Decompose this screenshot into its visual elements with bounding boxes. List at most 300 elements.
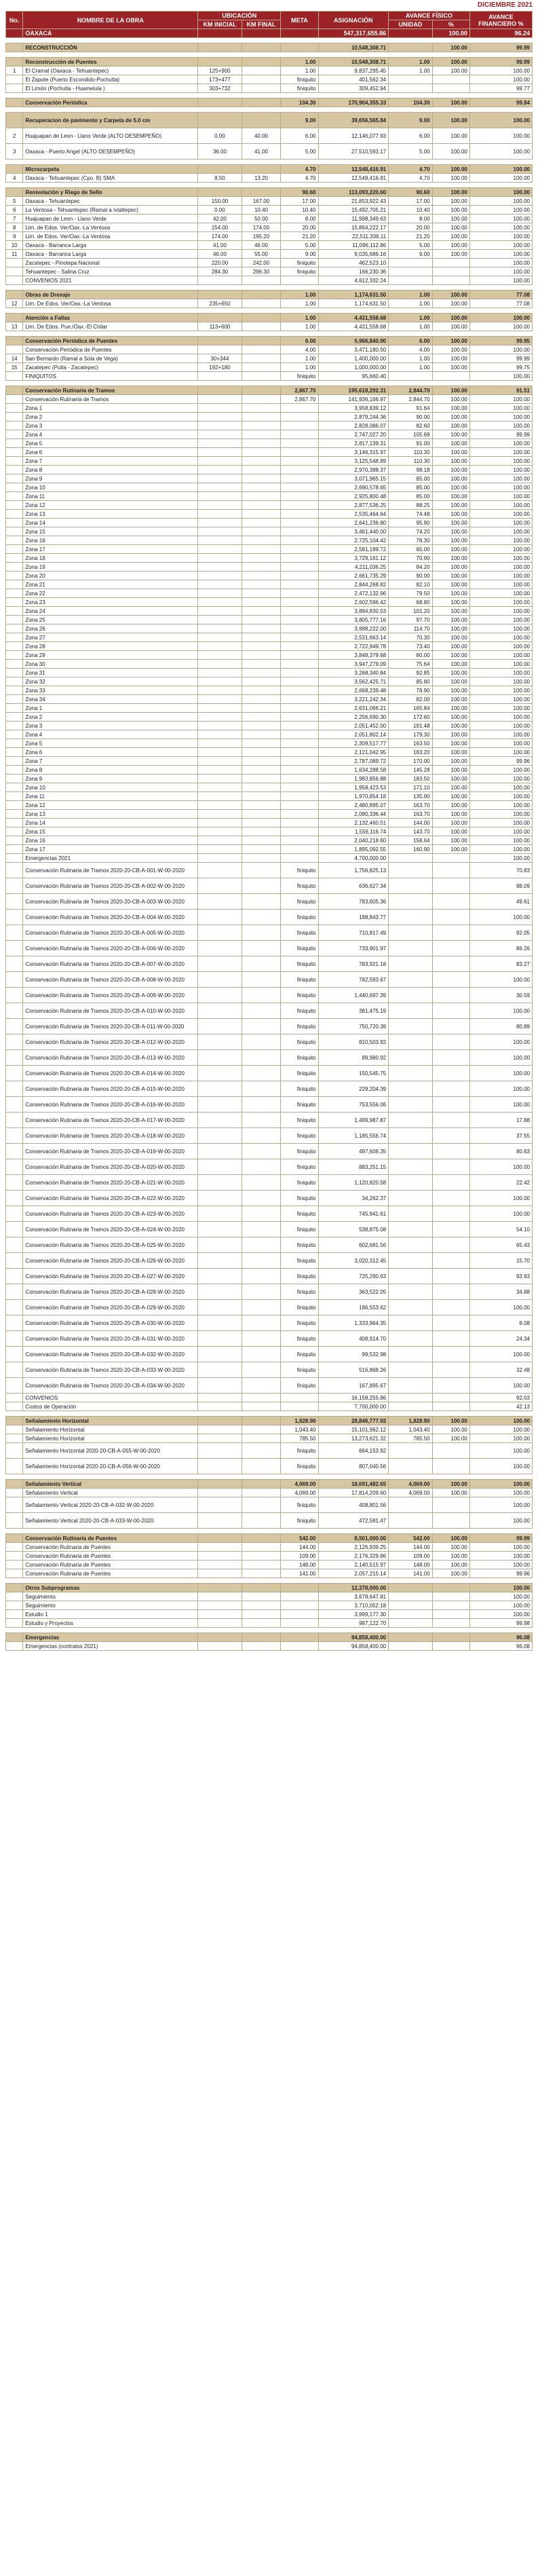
- cell-pct: 100.00: [432, 563, 469, 572]
- cell-avance-financiero: 100.00: [469, 554, 532, 563]
- cell-no: [6, 1284, 23, 1300]
- cell-meta: [281, 748, 318, 757]
- table-row: [6, 1378, 533, 1394]
- cell-obra: Zona 16: [23, 536, 198, 545]
- spacer-row: [6, 107, 533, 113]
- cell-obra: Zona 10: [23, 483, 198, 492]
- cell-pct: 100.00: [432, 624, 469, 633]
- table-row: [6, 457, 533, 466]
- cell-avance-financiero: 17.88: [469, 1113, 532, 1128]
- table-row: [6, 1561, 533, 1569]
- cell-asignacion: 3,947,279.09: [318, 660, 389, 669]
- cell-km-final: [242, 845, 281, 854]
- cell-km-inicial: [198, 660, 242, 669]
- cell-pct: [432, 1619, 469, 1628]
- cell-obra: Zona 13: [23, 810, 198, 819]
- spacer-row: [6, 1578, 533, 1584]
- cell-km-inicial: [198, 1378, 242, 1394]
- cell-no: 6: [6, 206, 23, 214]
- cell-avance-financiero: 100.00: [469, 854, 532, 863]
- cell-km-final: [242, 474, 281, 483]
- cell-km-final: [242, 757, 281, 766]
- table-row: [6, 372, 533, 381]
- cell-obra: Zona 1: [23, 404, 198, 413]
- cell-no: [6, 474, 23, 483]
- cell-meta: 1.00: [281, 299, 318, 308]
- cell-no: [6, 766, 23, 774]
- cell-unidad: 160.90: [389, 845, 432, 854]
- cell-obra: Conservación Periódica de Puentes: [23, 346, 198, 354]
- cell-unidad: [389, 854, 432, 863]
- cell-km-final: [242, 1459, 281, 1474]
- table-row: [6, 322, 533, 331]
- cell-asignacion: 4,700,000.00: [318, 854, 389, 863]
- cell-pct: 100.00: [432, 58, 469, 67]
- table-row: [6, 660, 533, 669]
- cell-km-inicial: [198, 510, 242, 519]
- cell-obra: Zona 10: [23, 783, 198, 792]
- cell-km-final: [242, 1206, 281, 1222]
- cell-meta: [281, 501, 318, 510]
- cell-unidad: 91.00: [389, 439, 432, 448]
- cell-km-final: [242, 1543, 281, 1552]
- cell-asignacion: 2,057,215.14: [318, 1569, 389, 1578]
- cell-obra: Señalamiento Vertical: [23, 1489, 198, 1497]
- cell-asignacion: 2,725,104.42: [318, 536, 389, 545]
- spacer-row: [6, 183, 533, 188]
- cell-pct: 100.00: [432, 633, 469, 642]
- cell-meta: 4.00: [281, 346, 318, 354]
- cell-unidad: 170.00: [389, 757, 432, 766]
- cell-meta: [281, 519, 318, 527]
- cell-avance-financiero: 92.05: [469, 925, 532, 941]
- cell-km-inicial: [198, 1315, 242, 1331]
- cell-meta: 10.40: [281, 206, 318, 214]
- cell-no: [6, 910, 23, 925]
- cell-meta: finiquito: [281, 1050, 318, 1066]
- cell-meta: [281, 704, 318, 713]
- cell-km-final: [242, 1237, 281, 1253]
- cell-asignacion: 2,747,027.20: [318, 430, 389, 439]
- cell-asignacion: 2,828,086.07: [318, 422, 389, 430]
- table-row: [6, 607, 533, 616]
- cell-km-inicial: [198, 43, 242, 52]
- cell-meta: [281, 642, 318, 651]
- cell-pct: 100.00: [432, 695, 469, 704]
- cell-obra: Microcarpeta: [23, 165, 198, 174]
- spacer-row: [6, 160, 533, 165]
- table-row: [6, 1315, 533, 1331]
- cell-meta: 542.00: [281, 1534, 318, 1543]
- cell-no: [6, 878, 23, 894]
- cell-no: [6, 43, 23, 52]
- cell-unidad: [389, 1237, 432, 1253]
- cell-unidad: [389, 1315, 432, 1331]
- cell-obra: Conservación Rutinaria de Tramos 2020-20-CB-A-004-W-00-2020: [23, 910, 198, 925]
- cell-km-final: 41.00: [242, 144, 281, 160]
- cell-obra: Recuperacion de pavimento y Carpeta de 5.0 cm: [23, 113, 198, 128]
- cell-unidad: 1.00: [389, 291, 432, 299]
- cell-asignacion: 1,440,697.39: [318, 988, 389, 1003]
- cell-unidad: [389, 1642, 432, 1651]
- cell-no: [6, 386, 23, 395]
- table-row: [6, 810, 533, 819]
- cell-no: [6, 1128, 23, 1144]
- cell-km-inicial: [198, 1144, 242, 1159]
- cell-km-inicial: 30+344: [198, 354, 242, 363]
- cell-pct: 100.00: [432, 214, 469, 223]
- cell-unidad: [389, 1443, 432, 1459]
- cell-asignacion: 3,268,340.84: [318, 669, 389, 677]
- cell-km-inicial: 41.00: [198, 241, 242, 250]
- cell-km-inicial: [198, 1543, 242, 1552]
- cell-km-final: [242, 1534, 281, 1543]
- cell-pct: 100.00: [432, 241, 469, 250]
- cell-no: [6, 669, 23, 677]
- cell-km-inicial: [198, 1489, 242, 1497]
- cell-km-inicial: [198, 1362, 242, 1378]
- cell-asignacion: 12,548,416.91: [318, 165, 389, 174]
- table-row: [6, 1175, 533, 1191]
- cell-meta: [281, 492, 318, 501]
- cell-asignacion: 113,093,220.60: [318, 188, 389, 197]
- cell-km-inicial: [198, 1128, 242, 1144]
- cell-pct: [432, 84, 469, 93]
- cell-km-inicial: [198, 669, 242, 677]
- cell-obra: Conservación Rutinaria de Tramos 2020-20-CB-A-011-W-00-2020: [23, 1019, 198, 1034]
- cell-pct: 100.00: [432, 845, 469, 854]
- cell-avance-financiero: 100.00: [469, 1081, 532, 1097]
- cell-unidad: [389, 84, 432, 93]
- cell-no: [6, 372, 23, 381]
- table-row: [6, 572, 533, 580]
- cell-obra: Conservación Rutinaria de Puentes: [23, 1569, 198, 1578]
- cell-meta: [281, 766, 318, 774]
- cell-meta: [281, 695, 318, 704]
- cell-avance-financiero: 99.96: [469, 757, 532, 766]
- cell-no: [6, 704, 23, 713]
- cell-asignacion: 3,071,965.15: [318, 474, 389, 483]
- table-row: [6, 519, 533, 527]
- table-row: [6, 422, 533, 430]
- cell-avance-financiero: 100.00: [469, 677, 532, 686]
- cell-no: [6, 395, 23, 404]
- cell-meta: [281, 483, 318, 492]
- table-row: [6, 1610, 533, 1619]
- cell-asignacion: 15,492,705.21: [318, 206, 389, 214]
- cell-meta: 9.00: [281, 250, 318, 259]
- cell-asignacion: 3,894,830.53: [318, 607, 389, 616]
- cell-km-inicial: 150.00: [198, 197, 242, 206]
- cell-unidad: 785.50: [389, 1434, 432, 1443]
- cell-km-inicial: [198, 98, 242, 107]
- cell-avance-financiero: 100.00: [469, 422, 532, 430]
- cell-km-final: [242, 1253, 281, 1269]
- cell-km-inicial: [198, 956, 242, 972]
- cell-no: [6, 113, 23, 128]
- cell-asignacion: 94,858,400.00: [318, 1633, 389, 1642]
- cell-km-final: [242, 1497, 281, 1513]
- cell-km-final: [242, 1159, 281, 1175]
- cell-meta: 5.00: [281, 144, 318, 160]
- cell-unidad: [389, 1034, 432, 1050]
- cell-asignacion: 381,475.19: [318, 1003, 389, 1019]
- cell-km-inicial: [198, 1269, 242, 1284]
- cell-km-final: [242, 1402, 281, 1411]
- cell-obra: Conservación Periódica: [23, 98, 198, 107]
- section-row: [6, 188, 533, 197]
- cell-pct: [432, 972, 469, 988]
- cell-km-final: 40.00: [242, 128, 281, 144]
- cell-unidad: [389, 1269, 432, 1284]
- spacer-row: [6, 381, 533, 386]
- cell-pct: 100.00: [432, 188, 469, 197]
- cell-asignacion: 12,548,416.91: [318, 174, 389, 183]
- cell-avance-financiero: 100.00: [469, 474, 532, 483]
- table-row: [6, 739, 533, 748]
- cell-asignacion: 2,722,949.78: [318, 642, 389, 651]
- cell-meta: [281, 598, 318, 607]
- cell-no: [6, 430, 23, 439]
- cell-km-inicial: [198, 854, 242, 863]
- cell-km-final: [242, 1097, 281, 1113]
- cell-avance-financiero: 100.00: [469, 669, 532, 677]
- cell-km-final: [242, 346, 281, 354]
- cell-asignacion: 2,844,268.82: [318, 580, 389, 589]
- cell-pct: 100.00: [432, 766, 469, 774]
- cell-km-final: [242, 430, 281, 439]
- cell-meta: [281, 572, 318, 580]
- cell-km-inicial: [198, 878, 242, 894]
- cell-km-inicial: 0.00: [198, 128, 242, 144]
- cell-no: 9: [6, 232, 23, 241]
- cell-no: [6, 1592, 23, 1601]
- cell-meta: finiquito: [281, 1066, 318, 1081]
- cell-meta: [281, 739, 318, 748]
- cell-unidad: 65.00: [389, 545, 432, 554]
- cell-avance-financiero: 100.00: [469, 206, 532, 214]
- cell-avance-financiero: 99.99: [469, 43, 532, 52]
- section-row: [6, 165, 533, 174]
- cell-km-final: [242, 1434, 281, 1443]
- cell-pct: 100.00: [432, 413, 469, 422]
- cell-unidad: 4,069.00: [389, 1480, 432, 1489]
- cell-unidad: 70.90: [389, 554, 432, 563]
- cell-no: [6, 563, 23, 572]
- cell-pct: [432, 1144, 469, 1159]
- table-row: [6, 677, 533, 686]
- cell-pct: [432, 1592, 469, 1601]
- table-row: [6, 536, 533, 545]
- cell-obra: Zona 26: [23, 624, 198, 633]
- cell-avance-financiero: 15.70: [469, 1253, 532, 1269]
- cell-obra: Conservación Rutinaria de Tramos: [23, 395, 198, 404]
- cell-meta: finiquito: [281, 1206, 318, 1222]
- cell-meta: [281, 730, 318, 739]
- cell-meta: finiquito: [281, 956, 318, 972]
- cell-no: [6, 314, 23, 322]
- cell-obra: El Limón (Pochutla - Huamelula ): [23, 84, 198, 93]
- cell-pct: 100.00: [432, 1434, 469, 1443]
- cell-asignacion: 28,846,777.92: [318, 1417, 389, 1425]
- cell-asignacion: 2,668,239.48: [318, 686, 389, 695]
- cell-asignacion: 710,817.49: [318, 925, 389, 941]
- cell-no: [6, 642, 23, 651]
- cell-obra: Conservación Rutinaria de Tramos 2020-20-CB-A-031-W-00-2020: [23, 1331, 198, 1347]
- cell-asignacion: 2,531,663.14: [318, 633, 389, 642]
- cell-no: [6, 276, 23, 285]
- cell-meta: [281, 801, 318, 810]
- cell-obra: Renivelación y Riego de Sello: [23, 188, 198, 197]
- cell-km-inicial: [198, 624, 242, 633]
- cell-asignacion: 783,921.18: [318, 956, 389, 972]
- cell-avance-financiero: 34.88: [469, 1284, 532, 1300]
- cell-obra: Obras de Drenaje: [23, 291, 198, 299]
- table-row: [6, 241, 533, 250]
- cell-unidad: 1.00: [389, 322, 432, 331]
- cell-asignacion: 987,122.70: [318, 1619, 389, 1628]
- cell-meta: [281, 276, 318, 285]
- table-row: [6, 910, 533, 925]
- cell-km-inicial: [198, 1003, 242, 1019]
- cell-km-final: [242, 1175, 281, 1191]
- cell-meta: finiquito: [281, 1284, 318, 1300]
- cell-obra: RECONSTRUCCIÓN: [23, 43, 198, 52]
- cell-km-inicial: [198, 1300, 242, 1315]
- cell-km-inicial: 113+600: [198, 322, 242, 331]
- cell-km-final: [242, 713, 281, 722]
- cell-pct: [432, 878, 469, 894]
- cell-pct: 100.00: [432, 439, 469, 448]
- cell-no: [6, 84, 23, 93]
- cell-obra: Zona 15: [23, 827, 198, 836]
- cell-obra: Oaxaca - Barranca Larga: [23, 241, 198, 250]
- cell-pct: 100.00: [432, 739, 469, 748]
- cell-meta: [281, 819, 318, 827]
- cell-km-final: [242, 766, 281, 774]
- cell-no: [6, 748, 23, 757]
- cell-pct: 100.00: [432, 801, 469, 810]
- cell-asignacion: 2,690,578.65: [318, 483, 389, 492]
- cell-avance-financiero: 100.00: [469, 128, 532, 144]
- cell-meta: finiquito: [281, 1113, 318, 1128]
- cell-meta: [281, 527, 318, 536]
- cell-obra: Conservación Rutinaria de Tramos 2020-20-CB-A-010-W-00-2020: [23, 1003, 198, 1019]
- cell-asignacion: 3,146,315.97: [318, 448, 389, 457]
- report-date: DICIEMBRE 2021: [477, 1, 533, 9]
- cell-km-final: [242, 660, 281, 669]
- cell-avance-financiero: 92.03: [469, 1394, 532, 1402]
- cell-unidad: [389, 863, 432, 878]
- cell-obra: Conservación Rutinaria de Tramos 2020-20-CB-A-032-W-00-2020: [23, 1347, 198, 1362]
- table-row: [6, 1402, 533, 1411]
- cell-asignacion: 13,273,621.32: [318, 1434, 389, 1443]
- cell-pct: [432, 1050, 469, 1066]
- cell-obra: Zona 11: [23, 492, 198, 501]
- cell-no: [6, 572, 23, 580]
- cell-unidad: 85.80: [389, 677, 432, 686]
- section-row: [6, 337, 533, 346]
- table-row: [6, 1081, 533, 1097]
- table-row: [6, 836, 533, 845]
- cell-km-inicial: [198, 1592, 242, 1601]
- cell-obra: Conservación Periódica de Puentes: [23, 337, 198, 346]
- cell-meta: [281, 651, 318, 660]
- cell-unidad: 95.90: [389, 519, 432, 527]
- cell-pct: [432, 910, 469, 925]
- cell-no: [6, 774, 23, 783]
- cell-km-inicial: [198, 1480, 242, 1489]
- cell-km-inicial: 174.00: [198, 232, 242, 241]
- cell-unidad: [389, 1191, 432, 1206]
- cell-km-final: [242, 67, 281, 75]
- cell-no: 5: [6, 197, 23, 206]
- cell-avance-financiero: 93.93: [469, 1269, 532, 1284]
- cell-obra: Conservación Rutinaria de Tramos 2020-20-CB-A-018-W-00-2020: [23, 1128, 198, 1144]
- cell-asignacion: 1,185,556.74: [318, 1128, 389, 1144]
- cell-obra: Zona 27: [23, 633, 198, 642]
- cell-km-inicial: [198, 1610, 242, 1619]
- cell-no: 8: [6, 223, 23, 232]
- cell-meta: finiquito: [281, 1378, 318, 1394]
- table-row: [6, 1222, 533, 1237]
- cell-no: [6, 863, 23, 878]
- table-row: [6, 1601, 533, 1610]
- cell-km-inicial: [198, 1569, 242, 1578]
- cell-no: [6, 527, 23, 536]
- cell-pct: [432, 1206, 469, 1222]
- cell-asignacion: 16,158,255.86: [318, 1394, 389, 1402]
- table-row: [6, 713, 533, 722]
- cell-obra: Zona 18: [23, 554, 198, 563]
- cell-asignacion: 3,710,052.18: [318, 1601, 389, 1610]
- cell-km-inicial: [198, 633, 242, 642]
- cell-km-inicial: [198, 863, 242, 878]
- cell-avance-financiero: 100.00: [469, 730, 532, 739]
- cell-avance-financiero: 30.59: [469, 988, 532, 1003]
- cell-asignacion: 186,553.62: [318, 1300, 389, 1315]
- cell-km-inicial: [198, 642, 242, 651]
- cell-asignacion: 2,787,089.72: [318, 757, 389, 766]
- cell-meta: [281, 713, 318, 722]
- cell-km-final: [242, 314, 281, 322]
- cell-pct: 100.00: [432, 669, 469, 677]
- cell-unidad: 5.00: [389, 241, 432, 250]
- cell-no: [6, 624, 23, 633]
- cell-meta: [281, 448, 318, 457]
- cell-km-inicial: [198, 554, 242, 563]
- cell-unidad: 135.90: [389, 792, 432, 801]
- cell-avance-financiero: 99.99: [469, 1534, 532, 1543]
- cell-obra: Conservación Rutinaria de Tramos 2020-20-CB-A-021-W-00-2020: [23, 1175, 198, 1191]
- cell-pct: 100.00: [432, 197, 469, 206]
- cell-km-final: [242, 819, 281, 827]
- cell-obra: Zona 21: [23, 580, 198, 589]
- cell-no: [6, 1144, 23, 1159]
- cell-asignacion: 1,400,000.00: [318, 354, 389, 363]
- cell-meta: [281, 633, 318, 642]
- cell-obra: Zona 11: [23, 792, 198, 801]
- cell-km-final: [242, 1003, 281, 1019]
- cell-asignacion: 2,817,139.31: [318, 439, 389, 448]
- cell-asignacion: 733,901.97: [318, 941, 389, 956]
- cell-no: [6, 1552, 23, 1561]
- cell-pct: 100.00: [432, 492, 469, 501]
- cell-asignacion: 2,132,460.51: [318, 819, 389, 827]
- cell-avance-financiero: 100.00: [469, 616, 532, 624]
- cell-obra: Zona 31: [23, 669, 198, 677]
- cell-km-final: [242, 1592, 281, 1601]
